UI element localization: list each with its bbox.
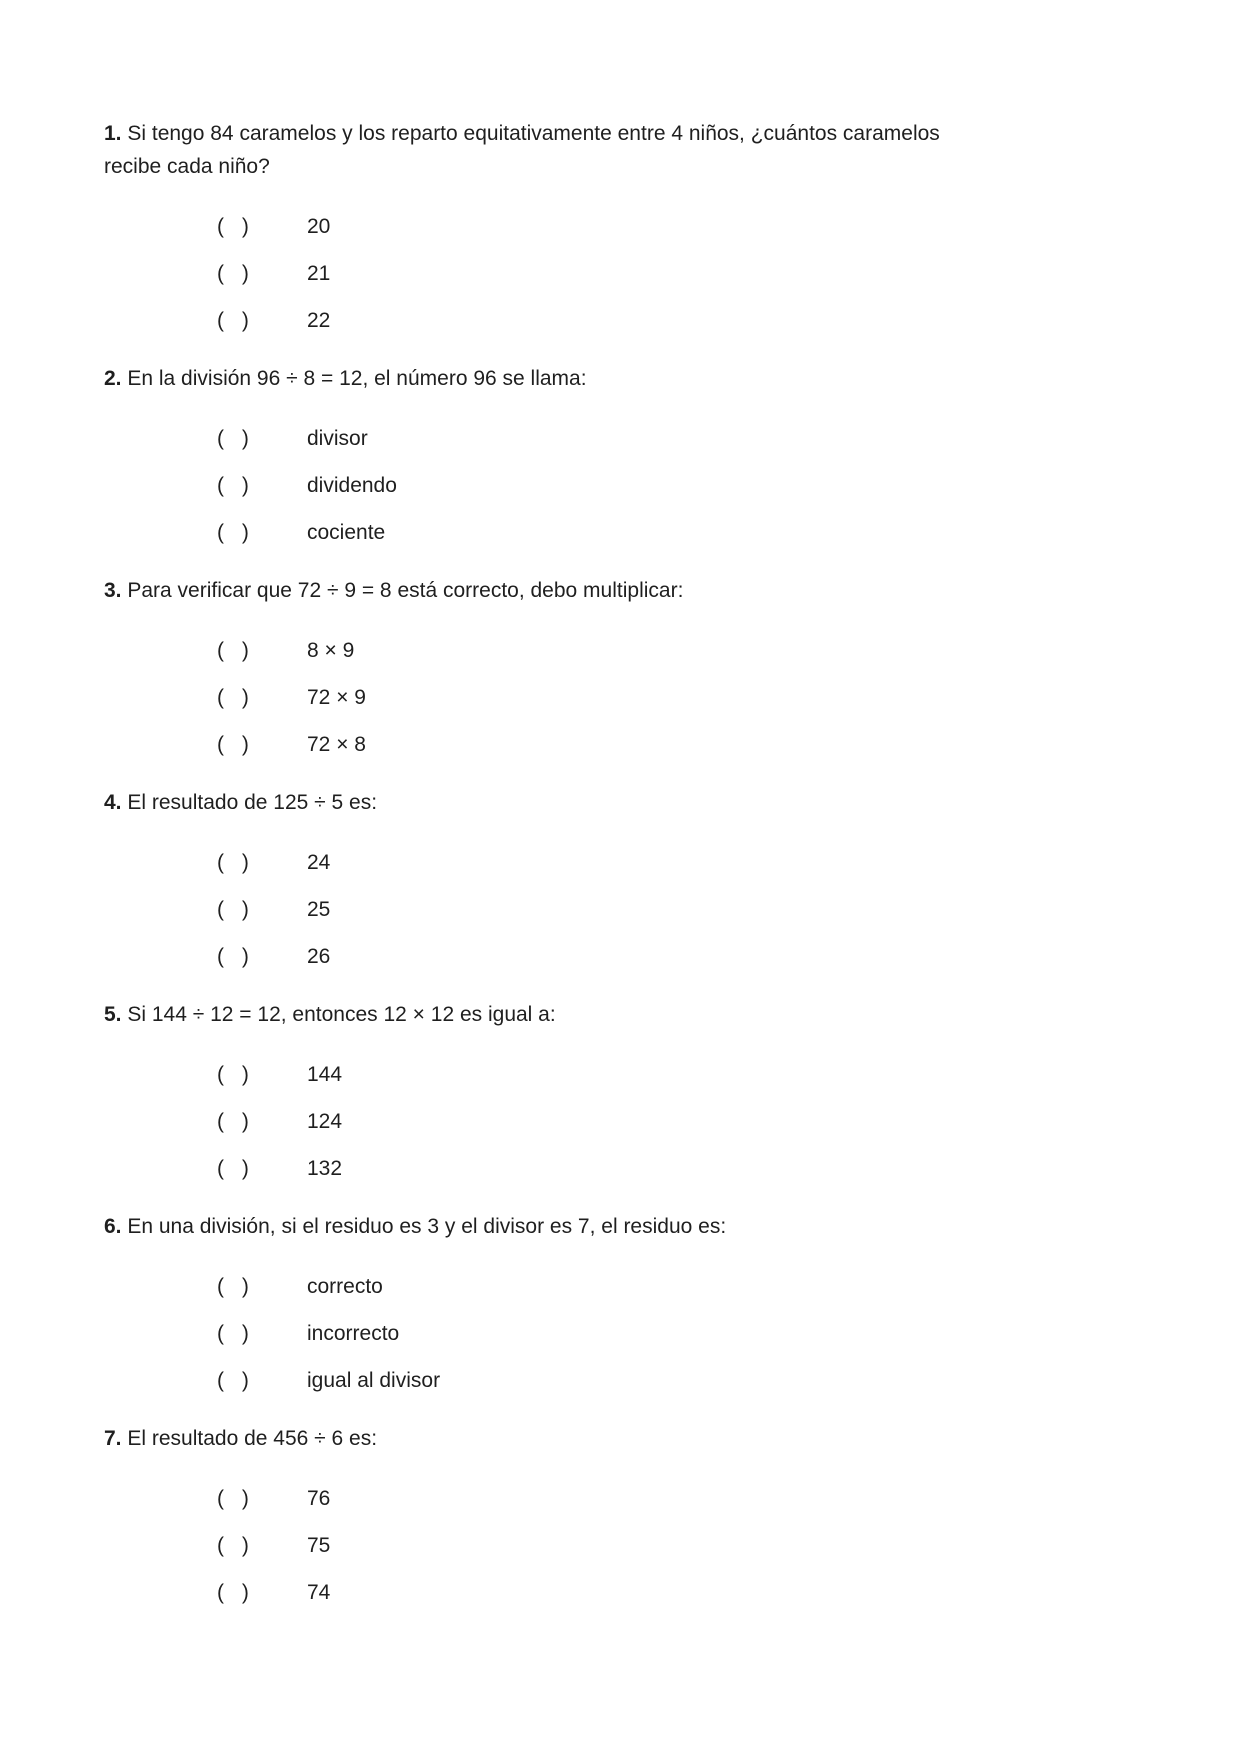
option-label: 22 (307, 309, 331, 332)
answer-option[interactable] (104, 210, 1136, 243)
options-group (104, 422, 1136, 549)
answer-option[interactable] (104, 728, 1136, 761)
option-label: correcto (307, 1275, 383, 1298)
option-label: divisor (307, 427, 368, 450)
answer-option[interactable] (104, 1317, 1136, 1350)
option-label: 74 (307, 1581, 331, 1604)
question-text-line (104, 998, 984, 1031)
answer-option[interactable] (104, 1529, 1136, 1562)
answer-mark-parens[interactable]: ( ) (217, 1581, 249, 1604)
answer-option[interactable] (104, 304, 1136, 337)
answer-option[interactable] (104, 634, 1136, 667)
question-text: En la división 96 ÷ 8 = 12, el número 96 se llama: (127, 367, 587, 390)
answer-option[interactable] (104, 257, 1136, 290)
options-group (104, 1058, 1136, 1185)
options-group (104, 210, 1136, 337)
answer-option[interactable] (104, 1270, 1136, 1303)
question-text: Si tengo 84 caramelos y los reparto equitativamente entre 4 niños, ¿cuántos caramelos recibe cada niño? (104, 122, 940, 178)
option-label: 25 (307, 898, 331, 921)
answer-mark-parens[interactable]: ( ) (217, 1487, 249, 1510)
answer-mark-parens[interactable]: ( ) (217, 851, 249, 874)
question-text-line (104, 786, 984, 819)
answer-mark-parens[interactable]: ( ) (217, 686, 249, 709)
answer-option[interactable] (104, 469, 1136, 502)
answer-mark-parens[interactable]: ( ) (217, 898, 249, 921)
option-label: 72 × 9 (307, 686, 366, 709)
answer-mark-parens[interactable]: ( ) (217, 1369, 249, 1392)
option-label: 20 (307, 215, 331, 238)
option-label: dividendo (307, 474, 397, 497)
question-number: 6. (104, 1215, 122, 1238)
question-text-line (104, 362, 984, 395)
answer-option[interactable] (104, 1364, 1136, 1397)
answer-mark-parens[interactable]: ( ) (217, 215, 249, 238)
answer-option[interactable] (104, 681, 1136, 714)
option-label: 124 (307, 1110, 343, 1133)
question-block (104, 1422, 1136, 1609)
question-block (104, 1210, 1136, 1397)
option-label: 132 (307, 1157, 343, 1180)
answer-option[interactable] (104, 1105, 1136, 1138)
question-block (104, 574, 1136, 761)
answer-mark-parens[interactable]: ( ) (217, 733, 249, 756)
question-text: Para verificar que 72 ÷ 9 = 8 está correcto, debo multiplicar: (127, 579, 684, 602)
question-text: Si 144 ÷ 12 = 12, entonces 12 × 12 es igual a: (127, 1003, 556, 1026)
question-text: El resultado de 125 ÷ 5 es: (127, 791, 378, 814)
answer-mark-parens[interactable]: ( ) (217, 427, 249, 450)
option-label: 76 (307, 1487, 331, 1510)
question-block (104, 117, 1136, 337)
question-number: 3. (104, 579, 122, 602)
question-number: 5. (104, 1003, 122, 1026)
option-label: 144 (307, 1063, 343, 1086)
option-label: 24 (307, 851, 331, 874)
answer-option[interactable] (104, 846, 1136, 879)
question-number: 4. (104, 791, 122, 814)
question-text-line (104, 1422, 984, 1455)
question-number: 7. (104, 1427, 122, 1450)
answer-mark-parens[interactable]: ( ) (217, 1063, 249, 1086)
answer-option[interactable] (104, 1576, 1136, 1609)
question-text-line (104, 1210, 984, 1243)
options-group (104, 1482, 1136, 1609)
question-block (104, 786, 1136, 973)
question-text: El resultado de 456 ÷ 6 es: (127, 1427, 378, 1450)
answer-mark-parens[interactable]: ( ) (217, 1110, 249, 1133)
option-label: 21 (307, 262, 331, 285)
option-label: 26 (307, 945, 331, 968)
answer-mark-parens[interactable]: ( ) (217, 262, 249, 285)
question-number: 2. (104, 367, 122, 390)
answer-mark-parens[interactable]: ( ) (217, 474, 249, 497)
question-number: 1. (104, 122, 122, 145)
question-text-line (104, 117, 984, 183)
answer-option[interactable] (104, 1482, 1136, 1515)
question-text: En una división, si el residuo es 3 y el divisor es 7, el residuo es: (127, 1215, 727, 1238)
answer-mark-parens[interactable]: ( ) (217, 1534, 249, 1557)
option-label: 75 (307, 1534, 331, 1557)
question-block (104, 998, 1136, 1185)
question-block (104, 362, 1136, 549)
answer-option[interactable] (104, 516, 1136, 549)
answer-mark-parens[interactable]: ( ) (217, 309, 249, 332)
answer-option[interactable] (104, 940, 1136, 973)
answer-option[interactable] (104, 893, 1136, 926)
answer-mark-parens[interactable]: ( ) (217, 1275, 249, 1298)
options-group (104, 846, 1136, 973)
option-label: 72 × 8 (307, 733, 366, 756)
answer-mark-parens[interactable]: ( ) (217, 1157, 249, 1180)
option-label: 8 × 9 (307, 639, 355, 662)
question-text-line (104, 574, 984, 607)
answer-mark-parens[interactable]: ( ) (217, 1322, 249, 1345)
answer-option[interactable] (104, 1152, 1136, 1185)
option-label: igual al divisor (307, 1369, 441, 1392)
answer-mark-parens[interactable]: ( ) (217, 639, 249, 662)
answer-option[interactable] (104, 1058, 1136, 1091)
option-label: incorrecto (307, 1322, 400, 1345)
options-group (104, 634, 1136, 761)
answer-mark-parens[interactable]: ( ) (217, 945, 249, 968)
answer-option[interactable] (104, 422, 1136, 455)
answer-mark-parens[interactable]: ( ) (217, 521, 249, 544)
option-label: cociente (307, 521, 386, 544)
options-group (104, 1270, 1136, 1397)
